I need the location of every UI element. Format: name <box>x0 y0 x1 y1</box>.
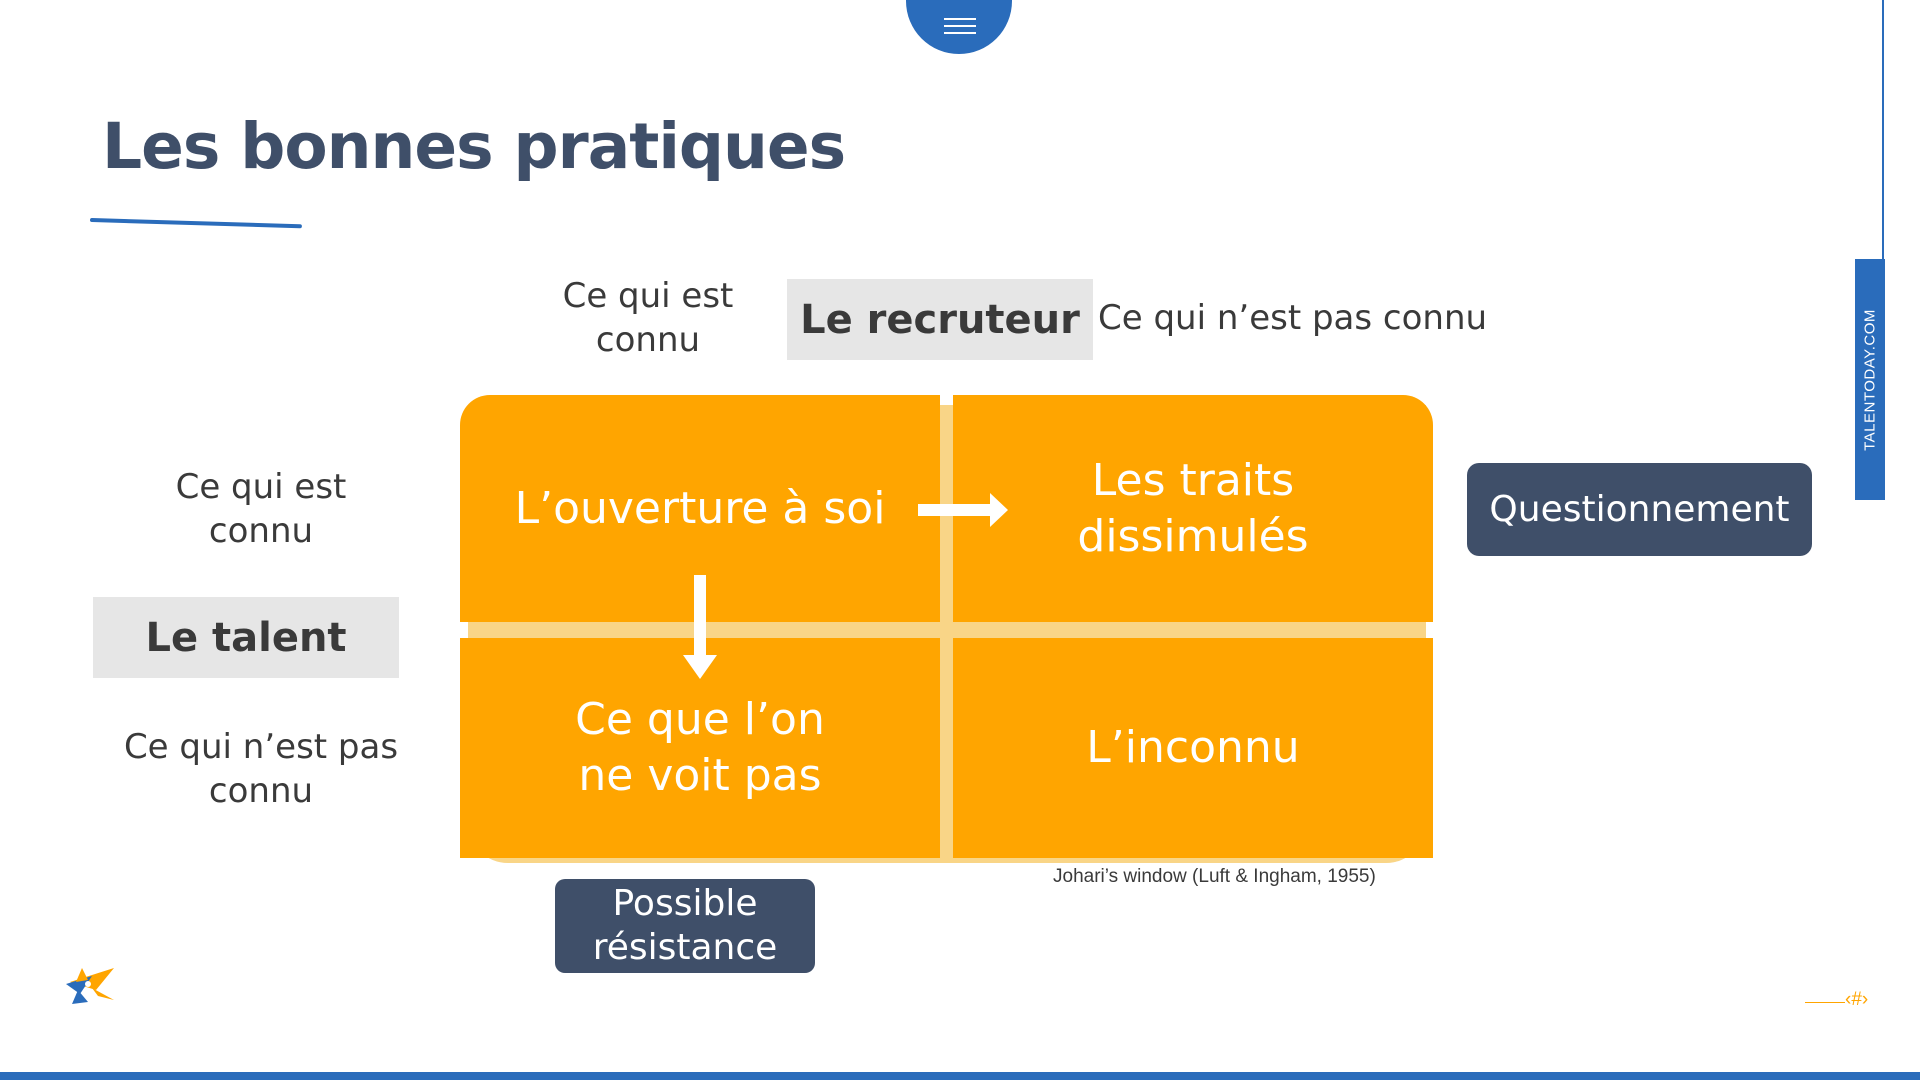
arrow-down-icon <box>683 575 717 679</box>
talent-known-label: Ce qui est connu <box>175 467 347 551</box>
site-tab-label: TALENTODAY.COM <box>1861 308 1879 451</box>
quadrant-unknown <box>953 638 1433 858</box>
page-number: ‹#› <box>1845 989 1869 1010</box>
questioning-callout <box>1467 463 1812 556</box>
talentoday-star-logo <box>62 960 118 1008</box>
bottom-bar <box>0 1072 1920 1080</box>
title-underline <box>90 218 302 228</box>
quadrant-blind-label: Ce que l’on ne voit pas <box>575 694 825 801</box>
johari-window <box>460 395 1433 863</box>
citation: Johari’s window (Luft & Ingham, 1955) <box>1053 866 1376 887</box>
quadrant-hidden <box>953 395 1433 622</box>
arrow-right-icon <box>918 493 1008 527</box>
questioning-label: Questionnement <box>1489 488 1790 530</box>
talent-unknown-label: Ce qui n’est pas connu <box>123 727 399 811</box>
quadrant-hidden-label: Les traits dissimulés <box>1077 454 1309 562</box>
talent-axis-title: Le talent <box>93 597 399 678</box>
quadrant-unknown-label: L’inconnu <box>1086 722 1300 773</box>
recruteur-axis-title: Le recruteur <box>787 279 1093 360</box>
recruteur-known-label: Ce qui est connu <box>562 276 734 360</box>
right-edge-line <box>1882 0 1884 260</box>
page-number-line <box>1805 1002 1845 1003</box>
quadrant-open-label: L’ouverture à soi <box>514 482 886 534</box>
menu-button[interactable] <box>906 0 1012 54</box>
site-tab[interactable] <box>1855 259 1885 500</box>
resistance-label: Possible résistance <box>592 883 778 968</box>
recruteur-unknown-label: Ce qui n’est pas connu <box>1098 298 1488 338</box>
page-title: Les bonnes pratiques <box>102 110 846 183</box>
resistance-callout <box>555 879 815 973</box>
